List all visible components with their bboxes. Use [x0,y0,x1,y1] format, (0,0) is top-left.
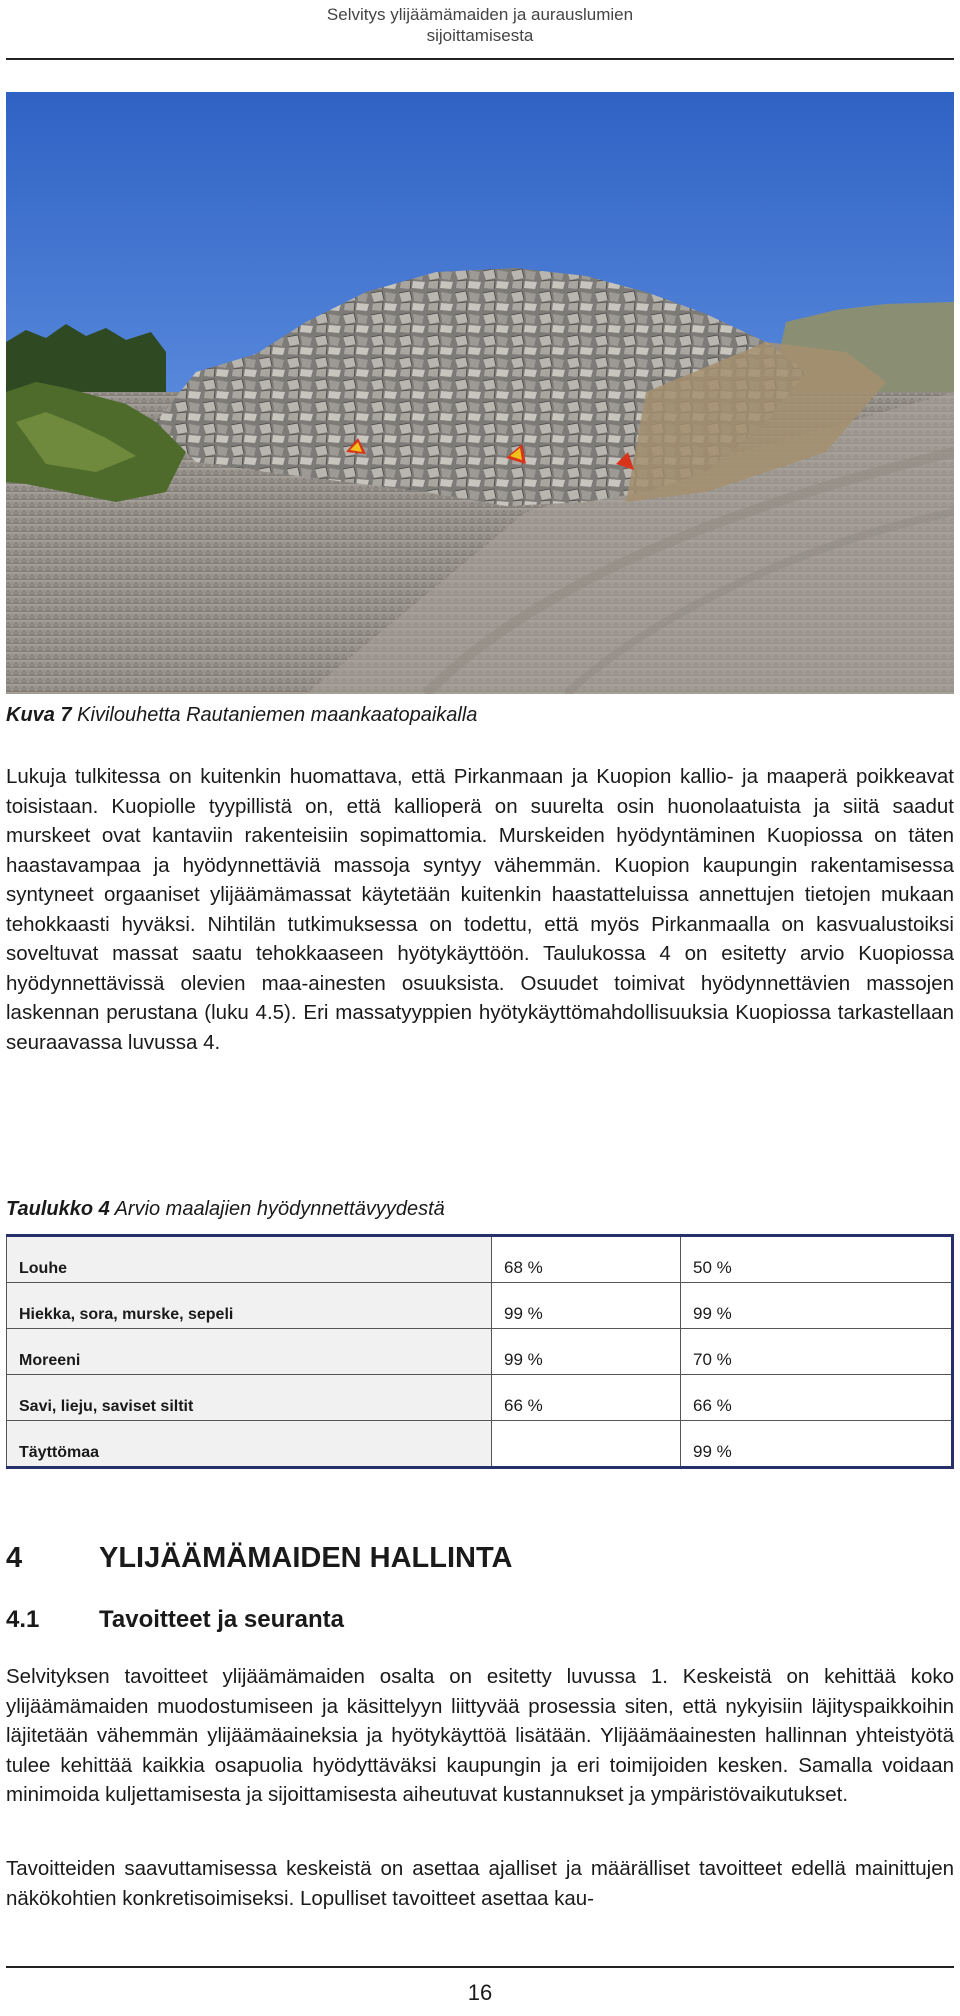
soil-type-cell: Täyttömaa [7,1421,492,1468]
soil-usability-table [6,1234,954,1469]
body-paragraph-1: Lukuja tulkitessa on kuitenkin huomattava, että Pirkanmaan ja Kuopion kallio- ja maaperä poikkeavat toisistaan. Kuopiolle tyypillistä on, että kallioperä on suurelta osin huonolaatuista ja siitä saadut murskeet ovat kantaviin rakenteisiin sopimattomia. Murskeiden hyödyntäminen Kuopiossa on täten haastavampaa ja hyödynnettäviä massoja syntyy vähemmän. Kuopion kaupungin rakentamisessa syntyneet orgaaniset ylijäämämassat käytetään kuitenkin haastatteluissa annettujen tietojen mukaan tehokkaasti hyväksi. Nihtilän tutkimuksessa on todettu, että myös Pirkanmaalla on kasvualustoiksi soveltuvat massat saatu tehokkaaseen hyötykäyttöön. Taulukossa 4 on esitetty arvio Kuopiossa hyödynnettävissä olevien maa-ainesten osuuksista. Osuudet toimivat hyödynnettävien massojen laskennan perustana (luku 4.5). Eri massatyyppien hyötykäyttömahdollisuuksia Kuopiossa tarkastellaan seuraavassa luvussa 4. [6,765,954,1054]
figure-caption [6,702,477,728]
table-row [7,1283,953,1329]
page-number: 16 [467,1980,493,2005]
table-label: Taulukko 4 [6,1198,110,1220]
value-cell: 50 % [681,1236,953,1283]
value-cell: 66 % [681,1375,953,1421]
subsection-number: 4.1 [6,1606,40,1633]
value-cell: 99 % [681,1283,953,1329]
footer-divider [6,1966,954,1968]
header-divider [6,58,954,60]
figure-label: Kuva 7 [6,704,72,726]
value-cell: 99 % [492,1329,681,1375]
section-number: 4 [6,1542,23,1574]
section-heading [6,1540,513,1576]
table-caption-text: Arvio maalajien hyödynnettävyydestä [114,1198,445,1220]
table-caption [6,1196,445,1222]
value-cell [492,1421,681,1468]
soil-type-cell: Savi, lieju, saviset siltit [7,1375,492,1421]
value-cell: 70 % [681,1329,953,1375]
header-line-2: sijoittamisesta [426,26,534,45]
table-row [7,1236,953,1283]
table-row [7,1421,953,1468]
rock-pile-photo [6,92,954,694]
table-row [7,1375,953,1421]
soil-type-cell: Louhe [7,1236,492,1283]
table-row [7,1329,953,1375]
soil-type-cell: Moreeni [7,1329,492,1375]
value-cell: 99 % [492,1283,681,1329]
header-line-1: Selvitys ylijäämämaiden ja aurauslumien [326,5,634,24]
figure-caption-text: Kivilouhetta Rautaniemen maankaatopaikalla [77,704,478,726]
section-title: YLIJÄÄMÄMAIDEN HALLINTA [99,1542,513,1574]
soil-type-cell: Hiekka, sora, murske, sepeli [7,1283,492,1329]
subsection-heading [6,1604,344,1636]
body-paragraph-3: Tavoitteiden saavuttamisessa keskeistä on asettaa ajalliset ja määrälliset tavoitteet edellä mainittujen näkökohtien konkretisoimiseksi. Lopulliset tavoitteet asettaa kau- [6,1857,954,1910]
subsection-title: Tavoitteet ja seuranta [99,1606,344,1633]
body-paragraph-2: Selvityksen tavoitteet ylijäämämaiden osalta on esitetty luvussa 1. Keskeistä on kehittää koko ylijäämämaiden muodostumiseen ja käsittelyyn liittyvää prosessia siten, että nykyisiin läjityspaikkoihin läjitetään vähemmän ylijäämäaineksia ja hyötykäyttöä lisätään. Ylijäämäainesten hallinnan yhteistyötä tulee kehittää kaikkia osapuolia hyödyttäväksi kaupungin ja eri toimijoiden kesken. Samalla voidaan minimoida kuljettamisesta ja sijoittamisesta aiheutuvat kustannukset ja ympäristövaikutukset. [6,1665,954,1806]
value-cell: 99 % [681,1421,953,1468]
value-cell: 66 % [492,1375,681,1421]
value-cell: 68 % [492,1236,681,1283]
running-header [0,0,960,46]
